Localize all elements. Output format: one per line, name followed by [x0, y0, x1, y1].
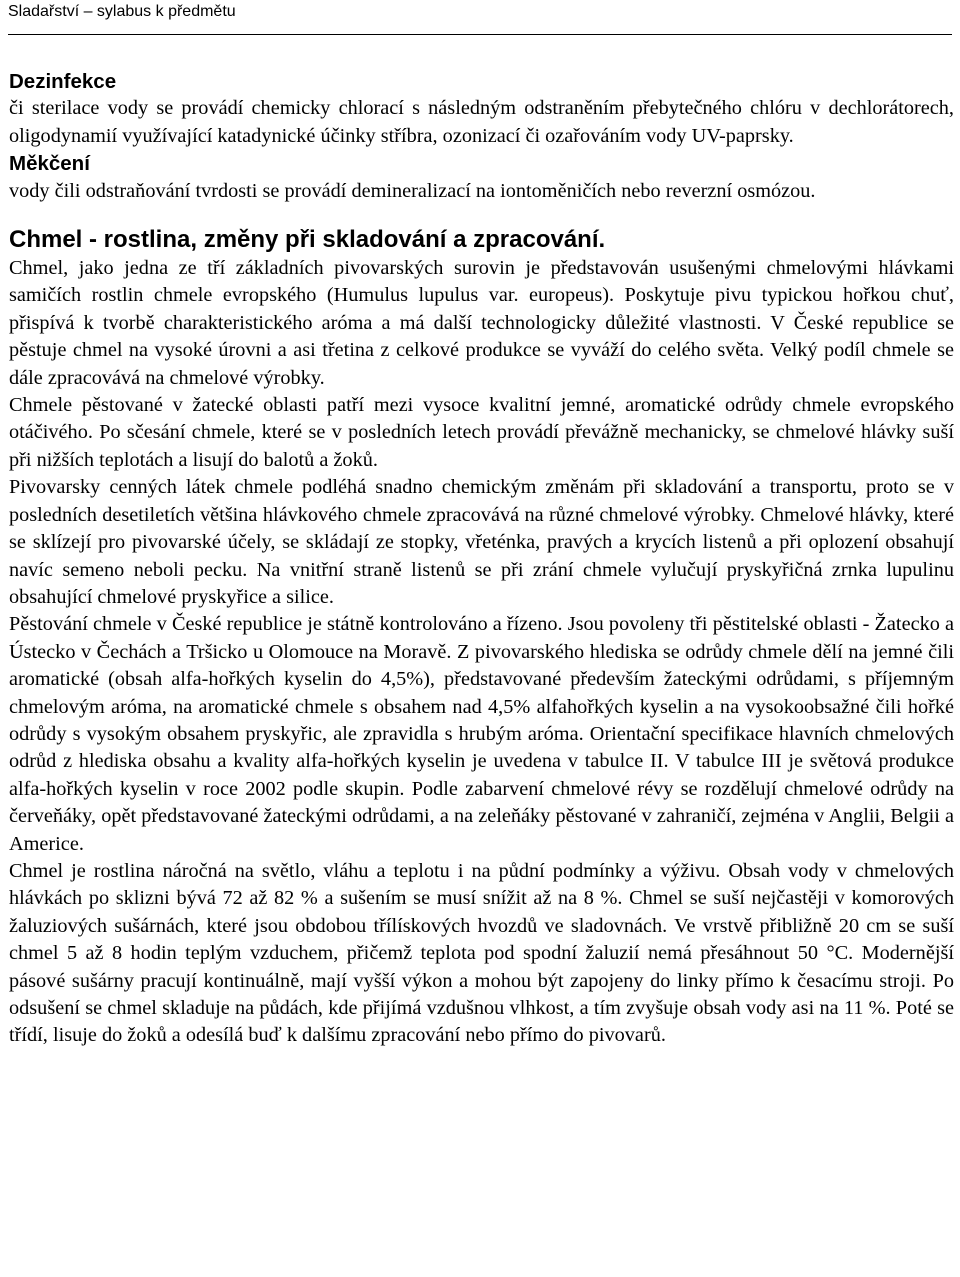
- section-heading-mekceni: Měkčení: [9, 152, 90, 176]
- paragraph-mekceni: vody čili odstraňování tvrdosti se provádí demineralizací na iontoměničích nebo reverzní osmózou.: [9, 179, 816, 202]
- paragraph-chmel-skladovani: Pivovarsky cenných látek chmele podléhá snadno chemickým změnám při skladování a transportu, proto se v posledních desetiletích většina hlávkového chmele zpracovává na různé chmelové výrobky. Chmelové hlávky, které se sklízejí pro pivovarské účely, se skládají ze stopky, vřeténka, pravých a krycích listenů a při oplození obsahují navíc semeno neboli pecku. Na vnitřní straně listenů se při zrání chmele vylučují pryskyřičná zrnka lupulinu obsahující chmelové pryskyřice a silice.: [9, 476, 954, 608]
- paragraph-dezinfekce: či sterilace vody se provádí chemicky chlorací s následným odstraněním přebytečného chlóru v dechlorátorech, oligodynamií využívající katadynické účinky stříbra, ozonizací či ozařováním vody UV-paprsky.: [9, 97, 954, 147]
- paragraph-chmel-pestovani: Pěstování chmele v České republice je státně kontrolováno a řízeno. Jsou povoleny tři pěstitelské oblasti - Žatecko a Ústecko v Čechách a Tršicko u Olomouce na Moravě. Z pivovarského hlediska se odrůdy chmele dělí na jemné čili aromatické (obsah alfa-hořkých kyselin do 4,5%), představované především žateckými odrůdami, s příjemným chmelovým aróma, na aromatické chmele s obsahem nad 4,5% alfahořkých kyselin a na vysokoobsažné čili hořké odrůdy s vysokým obsahem pryskyřic, ale zpravidla s hrubým aróma. Orientační specifikace hlavních chmelových odrůd z hlediska obsahu a kvality alfa-hořkých kyselin je uvedena v tabulce II. V tabulce III je světová produkce alfa-hořkých kyselin v roce 2002 podle skupin. Podle zabarvení chmelové révy se rozdělují chmelové odrůdy na červeňáky, opět představované žateckými odrůdami, a na zeleňáky pěstované v zahraničí, zejména v Anglii, Belgii a Americe.: [9, 613, 954, 855]
- document-title: Sladařství – sylabus k předmětu: [8, 3, 236, 20]
- paragraph-chmel-intro: Chmel, jako jedna ze tří základních pivovarských surovin je představován usušenými chmelovými hlávkami samičích rostlin chmele evropského (Humulus lupulus var. europeus). Poskytuje pivu typickou hořkou chuť, přispívá k tvorbě charakteristického aróma a má další technologicky důležité vlastnosti. V České republice se pěstuje chmel na vysoké úrovni a asi třetina z celkové produkce se vyváží do celého světa. Velký podíl chmele se dále zpracovává na chmelové výrobky.: [9, 257, 954, 389]
- section-heading-chmel: Chmel - rostlina, změny při skladování a zpracování.: [9, 226, 606, 254]
- paragraph-chmel-suseni: Chmel je rostlina náročná na světlo, vláhu a teplotu i na půdní podmínky a výživu. Obsah vody v chmelových hlávkách po sklizni bývá 72 až 82 % a sušením se musí snížit až na 8 %. Chmel se suší nejčastěji v komorových žaluziových sušárnách, které jsou obdobou třílískových hvozdů ve sladovnách. Ve vrstvě přibližně 20 cm se suší chmel 5 až 8 hodin teplým vzduchem, přičemž teplota pod spodní žaluzií nemá přesáhnout 50 °C. Modernější pásové sušárny pracují kontinuálně, mají vyšší výkon a mohou být zapojeny do linky přímo k česacímu stroji. Po odsušení se chmel skladuje na půdách, kde přijímá vzdušnou vlhkost, a tím zvyšuje obsah vody asi na 11 %. Poté se třídí, lisuje do žoků a odesílá buď k dalšímu zpracování nebo přímo do pivovarů.: [9, 859, 954, 1047]
- page-header: [8, 0, 952, 35]
- section-heading-dezinfekce: Dezinfekce: [9, 70, 117, 93]
- paragraph-chmel-zatec: Chmele pěstované v žatecké oblasti patří mezi vysoce kvalitní jemné, aromatické odrůdy chmele evropského otáčivého. Po sčesání chmele, které se v posledních letech provádí převážně mechanicky, se chmelové hlávky suší při nižších teplotách a lisují do balotů a žoků.: [9, 394, 954, 471]
- document-body: [9, 68, 954, 1050]
